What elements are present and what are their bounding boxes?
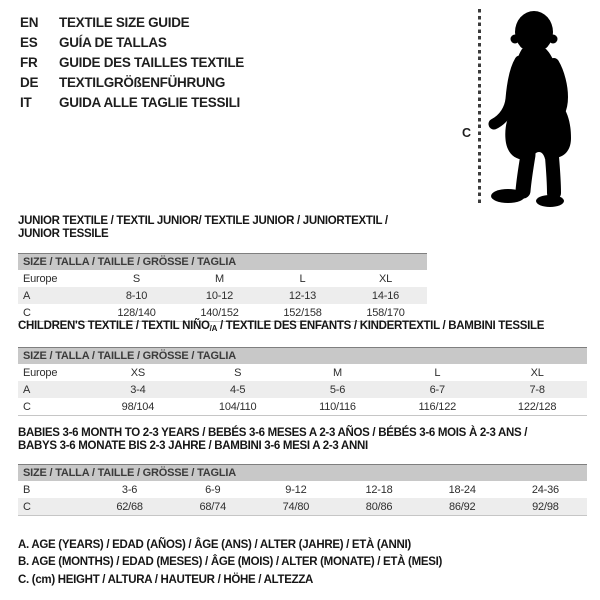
table-row (18, 287, 427, 304)
value-cell: 92/98 (532, 500, 559, 513)
babies-textile-section (18, 427, 587, 516)
value-cell: 12-18 (365, 483, 393, 496)
table-row (18, 481, 587, 498)
value-cell: 24-36 (531, 483, 559, 496)
row-label-cell: C (23, 500, 31, 513)
value-cell: XS (130, 366, 146, 379)
value-cell: S (234, 366, 242, 379)
value-cell: 152/158 (283, 306, 322, 319)
row-label-cell: A (23, 383, 31, 396)
row-label-cell: C (23, 306, 31, 319)
children-size-table (18, 364, 587, 416)
value-cell: 128/140 (117, 306, 156, 319)
value-cell: 68/74 (199, 500, 226, 513)
height-measure-label: C (462, 126, 472, 140)
value-cell: 8-10 (125, 289, 148, 302)
children-title-main: CHILDREN'S TEXTILE / TEXTIL NIÑO (18, 320, 210, 332)
size-header-bar: SIZE / TALLA / TAILLE / GRÖSSE / TAGLIA (18, 464, 587, 481)
row-label-cell: Europe (23, 366, 58, 379)
value-cell: 140/152 (200, 306, 239, 319)
language-code: ES (20, 35, 38, 50)
value-cell: 6-9 (205, 483, 221, 496)
value-cell: XL (530, 366, 544, 379)
babies-title-line1: BABIES 3-6 MONTH TO 2-3 YEARS / BEBÉS 3-6 MESES A 2-3 AÑOS / BÉBÉS 3-6 MOIS À 2-3 ANS / (18, 427, 528, 439)
value-cell: 104/110 (218, 400, 257, 413)
footnote-age-months: B. AGE (MONTHS) / EDAD (MESES) / ÂGE (MOIS) / ALTER (MONATE) / ETÀ (MESI) (18, 556, 443, 569)
language-title-list (20, 13, 244, 113)
value-cell: 14-16 (371, 289, 400, 302)
value-cell: 158/170 (366, 306, 405, 319)
language-title: TEXTILE SIZE GUIDE (59, 15, 190, 30)
size-header-bar: SIZE / TALLA / TAILLE / GRÖSSE / TAGLIA (18, 347, 587, 364)
value-cell: 18-24 (448, 483, 476, 496)
value-cell: 74/80 (282, 500, 310, 513)
language-code: IT (20, 95, 32, 110)
language-title: GUIDA ALLE TAGLIE TESSILI (59, 95, 240, 110)
value-cell: 6-7 (429, 383, 445, 396)
value-cell: 12-13 (288, 289, 317, 302)
value-cell: 116/122 (418, 400, 457, 413)
language-row-fr (20, 53, 244, 73)
value-cell: M (333, 366, 342, 379)
junior-textile-section (18, 215, 427, 322)
language-title: GUÍA DE TALLAS (59, 35, 167, 50)
table-row (18, 398, 587, 416)
children-title-sub: /A (209, 324, 218, 333)
babies-size-table (18, 481, 587, 516)
value-cell: 110/116 (319, 400, 356, 413)
value-cell: XL (378, 272, 393, 285)
language-title: TEXTILGRÖßENFÜHRUNG (59, 75, 226, 90)
language-code: DE (20, 75, 39, 90)
children-title-rest: / TEXTILE DES ENFANTS / KINDERTEXTIL / BAMBINI TESSILE (217, 320, 545, 332)
value-cell: 7-8 (529, 383, 545, 396)
junior-size-table (18, 270, 427, 322)
row-label-cell: B (23, 483, 31, 496)
legend-footnotes (18, 537, 442, 589)
table-row (18, 270, 427, 287)
table-row (18, 304, 427, 322)
children-table-title (18, 320, 587, 335)
language-row-es (20, 33, 244, 53)
children-textile-section (18, 320, 587, 416)
value-cell: 98/104 (121, 400, 155, 413)
language-row-it (20, 93, 244, 113)
value-cell: 10-12 (205, 289, 234, 302)
language-code: EN (20, 15, 39, 30)
language-title: GUIDE DES TAILLES TEXTILE (59, 55, 245, 70)
row-label-cell: C (23, 400, 31, 413)
table-row (18, 381, 587, 398)
language-code: FR (20, 55, 38, 70)
value-cell: 86/92 (448, 500, 476, 513)
table-row (18, 498, 587, 516)
value-cell: L (434, 366, 441, 379)
value-cell: 80/86 (365, 500, 393, 513)
babies-title-line2: BABYS 3-6 MONATE BIS 2-3 JAHRE / BAMBINI 3-6 MESI A 2-3 ANNI (18, 440, 368, 452)
value-cell: 3-6 (121, 483, 138, 496)
value-cell: M (215, 272, 224, 285)
measurement-figure (452, 5, 597, 209)
value-cell: 62/68 (116, 500, 143, 513)
height-dashed-line (478, 9, 481, 206)
value-cell: L (299, 272, 306, 285)
size-header-bar: SIZE / TALLA / TAILLE / GRÖSSE / TAGLIA (18, 253, 427, 270)
value-cell: 5-6 (329, 383, 346, 396)
toddler-silhouette-icon (488, 7, 588, 209)
value-cell: 4-5 (230, 383, 246, 396)
row-label-cell: A (23, 289, 31, 302)
footnote-age-years: A. AGE (YEARS) / EDAD (AÑOS) / ÂGE (ANS) / ALTER (JAHRE) / ETÀ (ANNI) (18, 539, 411, 551)
value-cell: 9-12 (285, 483, 307, 496)
footnote-height: C. (cm) HEIGHT / ALTURA / HAUTEUR / HÖHE / ALTEZZA (18, 573, 314, 586)
language-row-en (20, 13, 244, 33)
value-cell: 3-4 (130, 383, 146, 396)
row-label-cell: Europe (23, 272, 58, 285)
babies-table-title (18, 427, 587, 453)
value-cell: 122/128 (517, 400, 557, 413)
junior-table-title: JUNIOR TEXTILE / TEXTIL JUNIOR/ TEXTILE JUNIOR / JUNIORTEXTIL / JUNIOR TESSILE (18, 215, 388, 240)
table-row (18, 364, 587, 381)
language-row-de (20, 73, 244, 93)
value-cell: S (132, 272, 141, 285)
